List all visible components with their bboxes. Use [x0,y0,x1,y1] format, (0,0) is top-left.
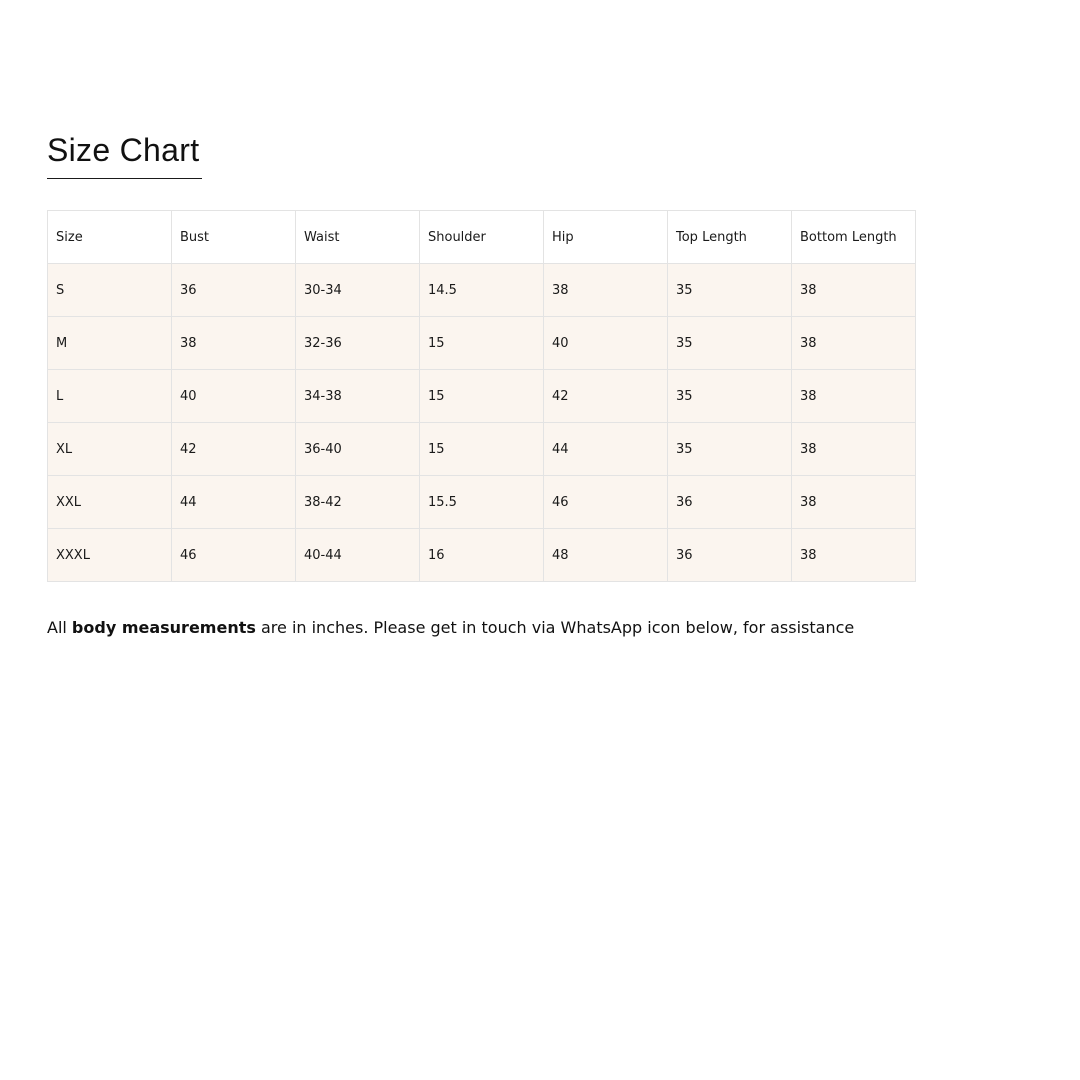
table-row [48,317,916,370]
table-cell: 44 [544,423,668,476]
table-cell: 35 [668,423,792,476]
table-cell: XXXL [48,529,172,582]
table-cell: M [48,317,172,370]
header-cell-waist: Waist [296,211,420,264]
table-row [48,476,916,529]
table-cell: 32-36 [296,317,420,370]
table-cell: 38 [792,370,916,423]
note-bold-text: body measurements [71,618,256,637]
table-cell: 16 [420,529,544,582]
table-cell: 38 [792,529,916,582]
header-row [48,211,916,264]
table-cell: 38 [792,264,916,317]
table-cell: 14.5 [420,264,544,317]
table-cell: XXL [48,476,172,529]
table-cell: 42 [544,370,668,423]
table-row [48,423,916,476]
note-prefix: All [47,618,72,637]
table-cell: L [48,370,172,423]
table-cell: 46 [544,476,668,529]
table-cell: 40 [544,317,668,370]
table-cell: 30-34 [296,264,420,317]
header-cell-size: Size [48,211,172,264]
table-cell: 38 [792,423,916,476]
table-body [48,264,916,582]
table-cell: 40 [172,370,296,423]
table-cell: 15 [420,370,544,423]
table-cell: 36-40 [296,423,420,476]
table-cell: 48 [544,529,668,582]
table-cell: 46 [172,529,296,582]
table-cell: XL [48,423,172,476]
table-cell: S [48,264,172,317]
table-cell: 40-44 [296,529,420,582]
table-cell: 38 [792,317,916,370]
table-row [48,370,916,423]
table-row [48,529,916,582]
table-cell: 38 [172,317,296,370]
table-cell: 38-42 [296,476,420,529]
note-suffix: are in inches. Please get in touch via WhatsApp icon below, for assistance [255,618,855,637]
table-cell: 15 [420,317,544,370]
table-cell: 15.5 [420,476,544,529]
header-cell-bust: Bust [172,211,296,264]
table-cell: 35 [668,317,792,370]
table-cell: 36 [668,476,792,529]
table-cell: 35 [668,264,792,317]
table-cell: 38 [544,264,668,317]
title-underline [47,178,202,179]
table-cell: 35 [668,370,792,423]
table-header [48,211,916,264]
table-cell: 38 [792,476,916,529]
table-cell: 44 [172,476,296,529]
table-cell: 36 [668,529,792,582]
header-cell-hip: Hip [544,211,668,264]
table-cell: 36 [172,264,296,317]
header-cell-top-length: Top Length [668,211,792,264]
header-cell-bottom-length: Bottom Length [792,211,916,264]
size-chart-table [47,210,916,582]
table-cell: 15 [420,423,544,476]
table-row [48,264,916,317]
header-cell-shoulder: Shoulder [420,211,544,264]
table-cell: 42 [172,423,296,476]
table-cell: 34-38 [296,370,420,423]
page-title: Size Chart [47,132,200,168]
measurement-note [47,617,854,639]
